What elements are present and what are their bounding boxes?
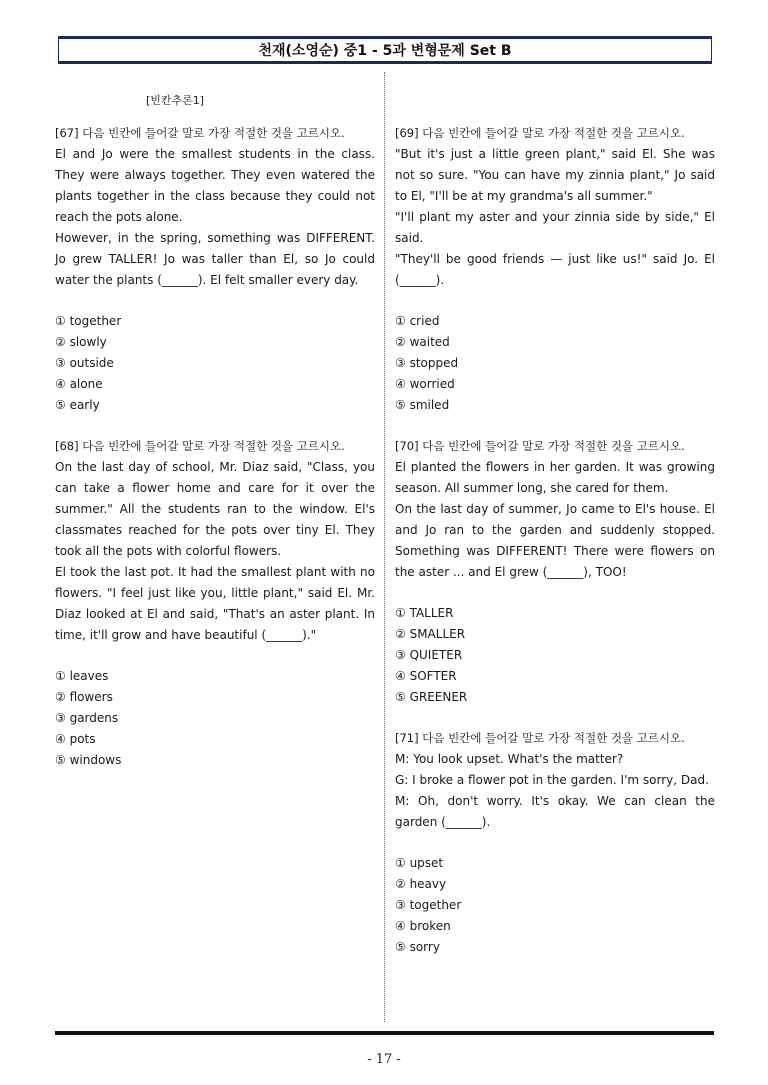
footer-rule (55, 1031, 714, 1035)
choice-1[interactable]: ① leaves (55, 669, 109, 683)
question-passage (395, 749, 715, 833)
passage-paragraph: However, in the spring, something was DIFFERENT. Jo grew TALLER! Jo was taller than El, so Jo could water the plants (______). El felt smaller every day. (55, 231, 375, 287)
choice-1[interactable]: ① upset (395, 856, 444, 870)
question-67 (55, 123, 375, 416)
choice-1[interactable]: ① cried (395, 314, 440, 328)
question-title: [67] 다음 빈칸에 들어갈 말로 가장 적절한 것을 고르시오. (55, 126, 345, 140)
question-title: [68] 다음 빈칸에 들어갈 말로 가장 적절한 것을 고르시오. (55, 439, 345, 453)
choice-2[interactable]: ② flowers (55, 690, 113, 704)
answer-choices (395, 311, 715, 416)
choice-4[interactable]: ④ SOFTER (395, 669, 457, 683)
passage-paragraph: "They'll be good friends — just like us!" said Jo. El (______). (395, 252, 715, 287)
question-title: [71] 다음 빈칸에 들어갈 말로 가장 적절한 것을 고르시오. (395, 731, 685, 745)
choice-3[interactable]: ③ stopped (395, 356, 459, 370)
answer-choices (395, 603, 715, 708)
choice-2[interactable]: ② SMALLER (395, 627, 466, 641)
page-header (58, 36, 712, 64)
page-title: 천재(소영순) 중1 - 5과 변형문제 Set B (258, 43, 512, 59)
question-title: [70] 다음 빈칸에 들어갈 말로 가장 적절한 것을 고르시오. (395, 439, 685, 453)
choice-3[interactable]: ③ together (395, 898, 462, 912)
dialogue-line: M: Oh, don't worry. It's okay. We can clean the garden (______). (395, 794, 715, 829)
passage-paragraph: "But it's just a little green plant," said El. She was not so sure. "You can have my zinnia plant," Jo said to El, "I'll be at my grandma's all summer." (395, 147, 715, 203)
passage-paragraph: El planted the flowers in her garden. It was growing season. All summer long, she cared for them. (395, 460, 715, 495)
choice-5[interactable]: ⑤ sorry (395, 940, 440, 954)
question-passage (395, 144, 715, 291)
choice-5[interactable]: ⑤ early (55, 398, 100, 412)
choice-1[interactable]: ① together (55, 314, 122, 328)
question-passage (55, 144, 375, 291)
choice-3[interactable]: ③ gardens (55, 711, 119, 725)
left-column (55, 90, 375, 791)
choice-4[interactable]: ④ worried (395, 377, 455, 391)
question-69 (395, 123, 715, 416)
choice-2[interactable]: ② slowly (55, 335, 107, 349)
question-70 (395, 436, 715, 708)
right-column (395, 90, 715, 978)
page-number: - 17 - (367, 1052, 401, 1067)
choice-4[interactable]: ④ broken (395, 919, 451, 933)
passage-paragraph: El and Jo were the smallest students in the class. They were always together. They even watered the plants together in the class because they could not reach the pots alone. (55, 147, 375, 224)
dialogue-line: G: I broke a flower pot in the garden. I'm sorry, Dad. (395, 773, 709, 787)
dialogue-line: M: You look upset. What's the matter? (395, 752, 624, 766)
question-71 (395, 728, 715, 958)
column-divider (384, 72, 385, 1022)
question-title: [69] 다음 빈칸에 들어갈 말로 가장 적절한 것을 고르시오. (395, 126, 685, 140)
question-passage (55, 457, 375, 646)
choice-5[interactable]: ⑤ smiled (395, 398, 450, 412)
choice-1[interactable]: ① TALLER (395, 606, 454, 620)
passage-paragraph: On the last day of summer, Jo came to El's house. El and Jo ran to the garden and suddenly stopped. Something was DIFFERENT! There were flowers on the aster ... and El grew (______), TOO! (395, 502, 715, 579)
choice-3[interactable]: ③ QUIETER (395, 648, 463, 662)
passage-paragraph: On the last day of school, Mr. Diaz said, "Class, you can take a flower home and care for it over the summer." All the students ran to the window. El's classmates reached for the pots over tiny El. They took all the pots with colorful flowers. (55, 460, 375, 558)
question-68 (55, 436, 375, 771)
question-passage (395, 457, 715, 583)
answer-choices (395, 853, 715, 958)
choice-5[interactable]: ⑤ GREENER (395, 690, 468, 704)
choice-2[interactable]: ② waited (395, 335, 450, 349)
answer-choices (55, 311, 375, 416)
choice-2[interactable]: ② heavy (395, 877, 447, 891)
choice-5[interactable]: ⑤ windows (55, 753, 122, 767)
passage-paragraph: "I'll plant my aster and your zinnia side by side," El said. (395, 210, 715, 245)
passage-paragraph: El took the last pot. It had the smallest plant with no flowers. "I feel just like you, little plant," said El. Mr. Diaz looked at El and said, "That's an aster plant. In time, it'll grow and have beautiful (______)." (55, 565, 375, 642)
choice-4[interactable]: ④ alone (55, 377, 103, 391)
section-label: [빈칸추론1] (145, 94, 205, 107)
choice-4[interactable]: ④ pots (55, 732, 96, 746)
answer-choices (55, 666, 375, 771)
choice-3[interactable]: ③ outside (55, 356, 114, 370)
